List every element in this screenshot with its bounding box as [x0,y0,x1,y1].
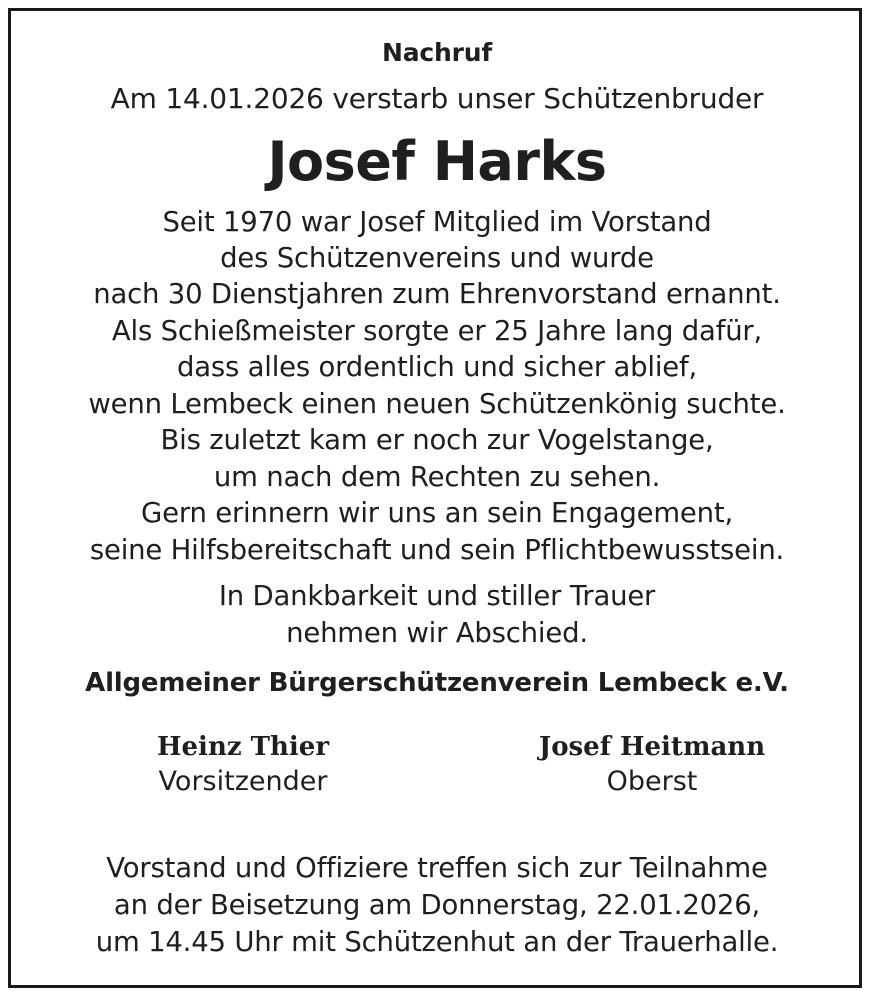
body-line: um nach dem Rechten zu sehen. [213,461,661,493]
signatory-role: Vorsitzender [158,766,328,797]
body-line: wenn Lembeck einen neuen Schützenkönig suchte. [88,388,786,420]
body-line: dass alles ordentlich und sicher ablief, [176,351,698,383]
body-line: Seit 1970 war Josef Mitglied im Vorstand [162,206,712,238]
signatory-name: Heinz Thier [156,732,330,762]
organization-name: Allgemeiner Bürgerschützenverein Lembeck e.V. [85,668,789,698]
body-line: nehmen wir Abschied. [286,617,588,649]
intro-line: Am 14.01.2026 verstarb unser Schützenbruder [110,82,764,115]
funeral-note-line: an der Beisetzung am Donnerstag, 22.01.2026, [113,889,761,921]
signatory-name: Josef Heitmann [538,732,766,762]
body-line: Als Schießmeister sorgte er 25 Jahre lang dafür, [111,315,763,347]
body-line: In Dankbarkeit und stiller Trauer [218,580,656,612]
funeral-note-line: Vorstand und Offiziere treffen sich zur Teilnahme [106,852,768,884]
body-line: nach 30 Dienstjahren zum Ehrenvorstand ernannt. [93,278,781,310]
notice-heading: Nachruf [381,38,492,67]
deceased-name: Josef Harks [267,130,607,193]
funeral-note-line: um 14.45 Uhr mit Schützenhut an der Trauerhalle. [95,926,779,958]
body-line: seine Hilfsbereitschaft und sein Pflichtbewusstsein. [89,534,785,566]
body-line: Bis zuletzt kam er noch zur Vogelstange, [160,424,714,456]
signatory-role: Oberst [606,766,698,797]
body-line: Gern erinnern wir uns an sein Engagement, [141,497,733,529]
body-line: des Schützenvereins und wurde [220,242,654,274]
